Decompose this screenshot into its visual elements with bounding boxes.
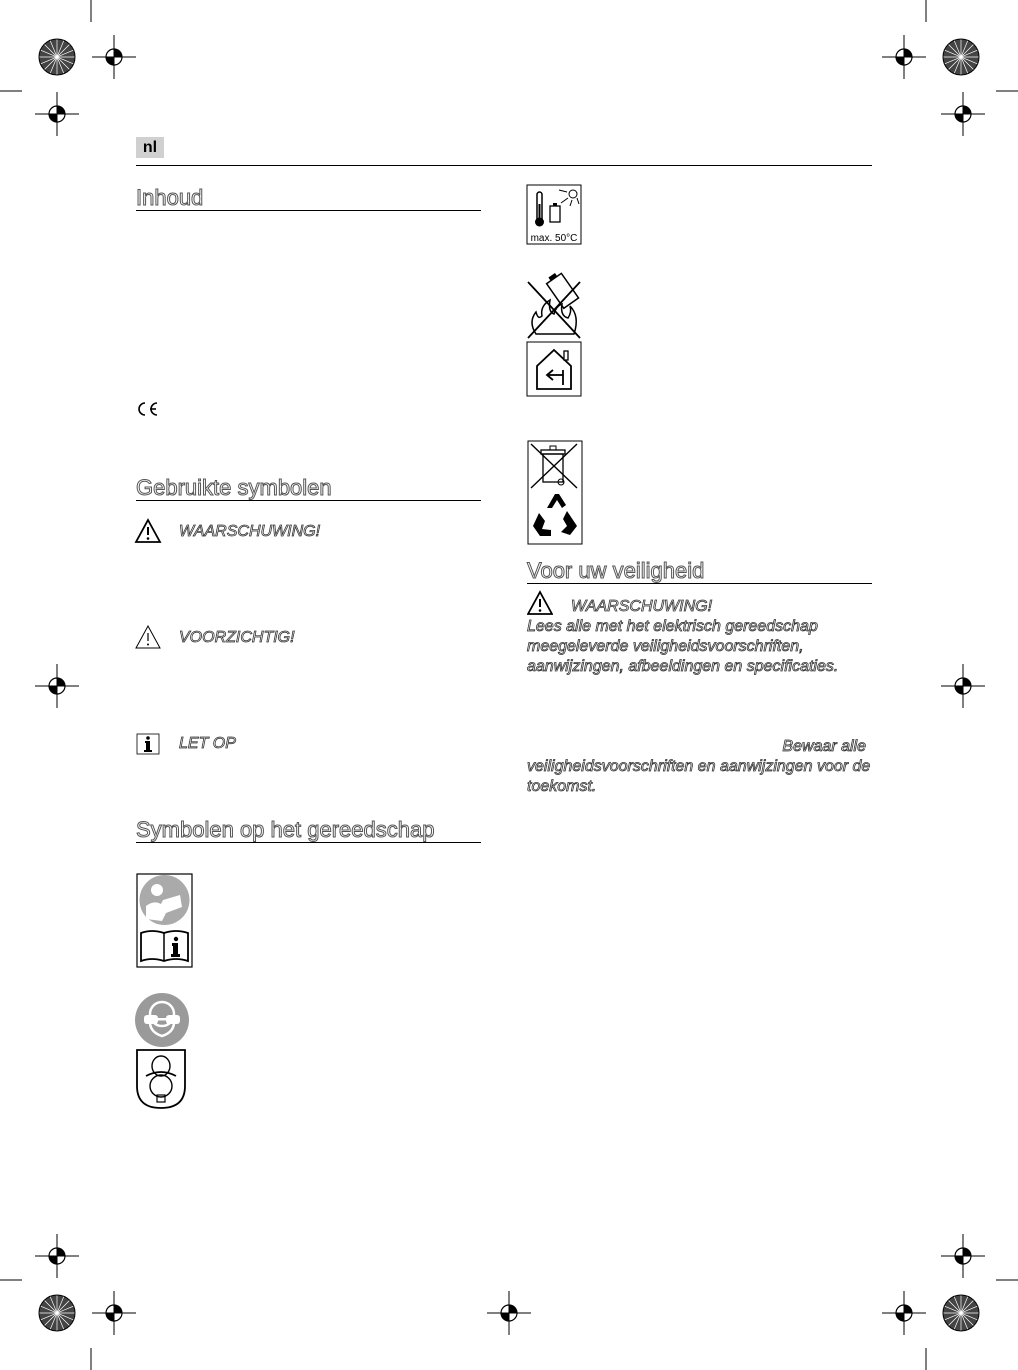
contents-heading-rule [136, 210, 481, 211]
safety-heading: Voor uw veiligheid [527, 558, 705, 583]
hearing-protection-icon [134, 1048, 188, 1110]
warning-signal-label: WAARSCHUWING! [179, 523, 321, 540]
safety-heading-rule [527, 583, 872, 584]
symbols-heading: Gebruikte symbolen [136, 475, 332, 500]
language-badge: nl [136, 137, 164, 158]
symbols-heading-rule [136, 500, 481, 501]
warning-triangle-icon [134, 518, 162, 544]
temperature-limit-icon [526, 184, 582, 245]
safety-warning-text: Lees alle met het elektrisch gereedschap meegeleverde veiligheidsvoorschriften, aanwijzingen, afbeeldingen en specificaties. [527, 618, 839, 675]
no-fire-icon [526, 268, 582, 340]
caution-triangle-icon [134, 624, 162, 650]
tool-symbols-heading: Symbolen op het gereedschap [136, 817, 435, 842]
keep-instructions-lead: Bewaar alle [782, 738, 866, 755]
keep-instructions-text: veiligheidsvoorschriften en aanwijzingen voor de toekomst. [527, 758, 871, 795]
caution-signal-label: VOORZICHTIG! [179, 629, 295, 646]
indoor-use-icon [526, 341, 582, 397]
eye-protection-icon [134, 992, 190, 1048]
disposal-recycling-icon [527, 440, 583, 545]
info-icon [136, 733, 160, 755]
tool-symbols-heading-rule [136, 842, 481, 843]
contents-heading: Inhoud [136, 185, 204, 210]
safety-warning-label: WAARSCHUWING! [571, 598, 713, 615]
temperature-label: max. 50°C [530, 233, 578, 244]
safety-warning-triangle-icon [527, 590, 553, 616]
read-manual-icon [136, 873, 193, 968]
header-rule [136, 165, 872, 166]
ce-mark-icon [136, 401, 160, 417]
note-signal-label: LET OP [179, 735, 236, 752]
